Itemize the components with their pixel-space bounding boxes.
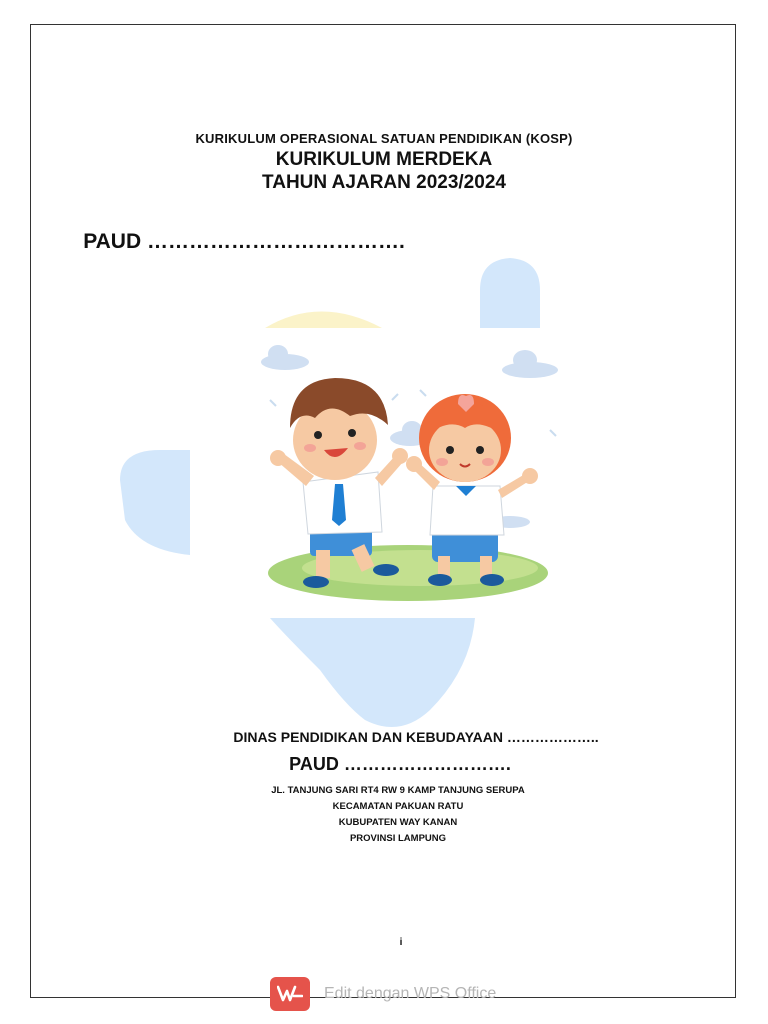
address-line: PROVINSI LAMPUNG [349,833,447,844]
address-line: JL. TANJUNG SARI RT4 RW 9 KAMP TANJUNG SERUPA [271,785,525,796]
academic-year: TAHUN AJARAN 2023/2024 [262,172,506,193]
page-number: i [399,937,403,948]
school-name: PAUD ………………………………. [83,230,405,253]
wps-logo-icon[interactable] [270,977,310,1011]
address-line: KECAMATAN PAKUAN RATU [332,801,464,812]
kids-illustration [120,250,580,740]
dinas-heading: DINAS PENDIDIKAN DAN KEBUDAYAAN ……………….. [233,729,599,745]
address-line: KUBUPATEN WAY KANAN [338,817,458,828]
document-title: KURIKULUM MERDEKA [275,149,493,170]
wps-edit-label[interactable]: Edit dengan WPS Office [324,985,497,1002]
kosp-heading: KURIKULUM OPERASIONAL SATUAN PENDIDIKAN (KOSP) [195,131,573,146]
footer-school-name: PAUD ………………………. [289,754,511,774]
wps-edit-banner[interactable] [270,977,496,1011]
